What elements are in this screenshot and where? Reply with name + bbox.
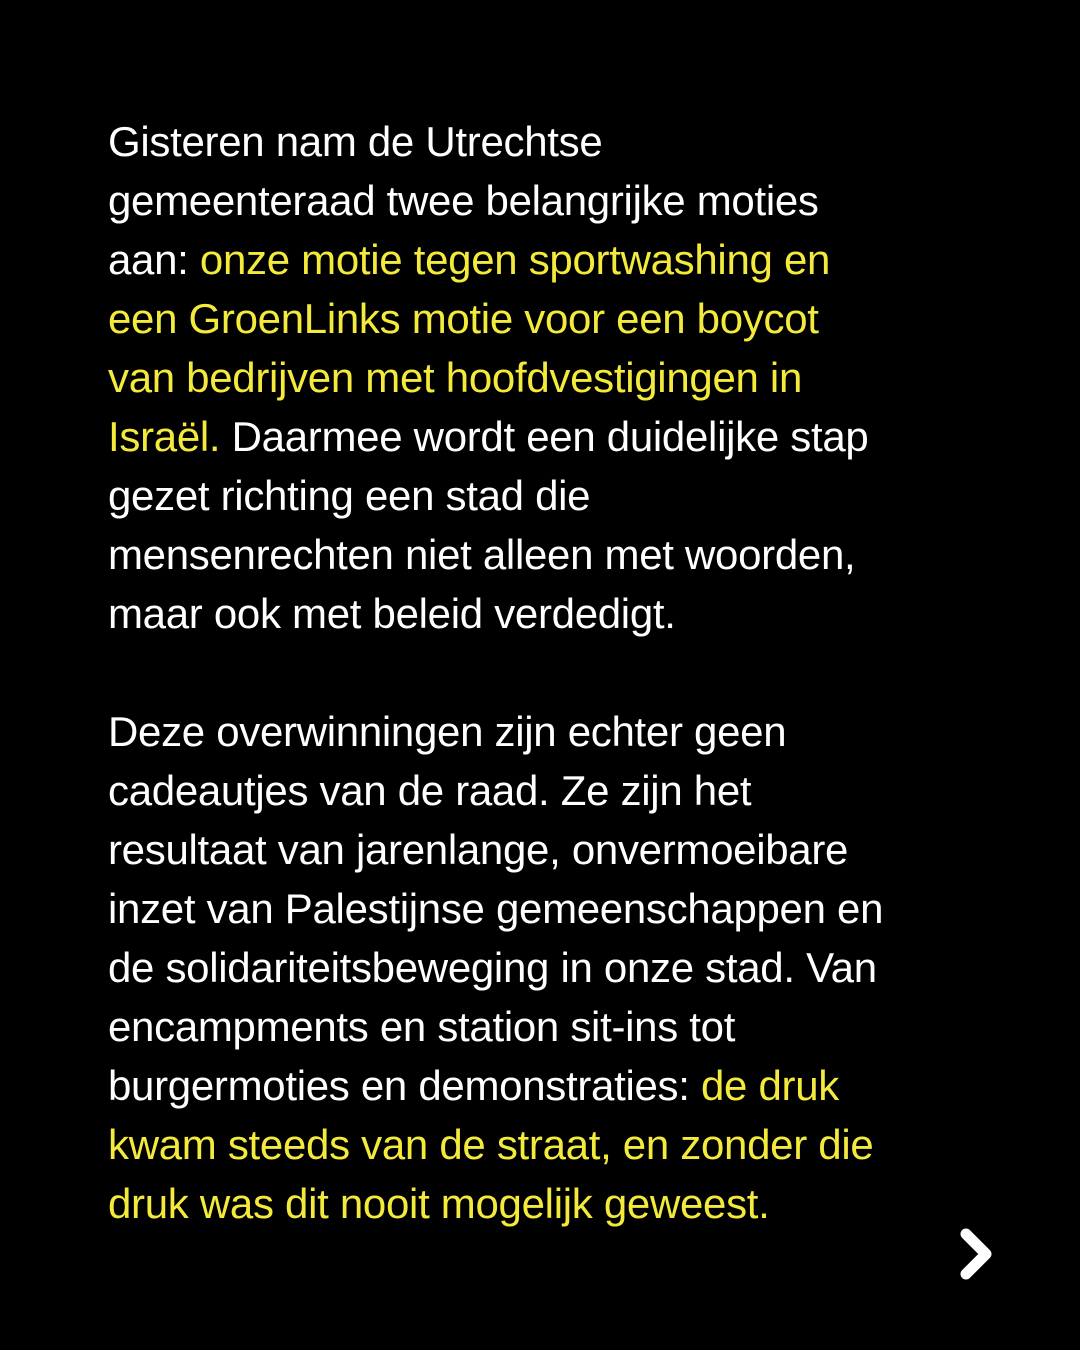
text-line [108, 466, 988, 525]
highlighted-text: kwam steeds van de straat, en zonder die [108, 1121, 874, 1168]
text-line [108, 1174, 988, 1233]
text-line [108, 584, 988, 643]
paragraph-2 [108, 702, 988, 1233]
body-text: encampments en station sit-ins tot [108, 1003, 736, 1050]
body-text: Daarmee wordt een duidelijke stap [220, 413, 869, 460]
body-text: maar ook met beleid verdedigt. [108, 590, 676, 637]
highlighted-text: onze motie tegen sportwashing en [199, 236, 831, 283]
paragraph-1 [108, 112, 988, 643]
text-line [108, 879, 988, 938]
body-text: aan: [108, 236, 200, 283]
text-line [108, 407, 988, 466]
body-text: de solidariteitsbeweging in onze stad. Van [108, 944, 877, 991]
text-line [108, 348, 988, 407]
text-line [108, 289, 988, 348]
highlighted-text: van bedrijven met hoofdvestigingen in [108, 354, 803, 401]
body-text: Deze overwinningen zijn echter geen [108, 708, 787, 755]
text-line [108, 761, 988, 820]
post-text [108, 112, 988, 1233]
highlighted-text: de druk [701, 1062, 839, 1109]
body-text: mensenrechten niet alleen met woorden, [108, 531, 856, 578]
text-line [108, 1115, 988, 1174]
text-line [108, 820, 988, 879]
text-line [108, 525, 988, 584]
body-text: resultaat van jarenlange, onvermoeibare [108, 826, 849, 873]
chevron-right-icon[interactable] [957, 1228, 997, 1280]
body-text: gezet richting een stad die [108, 472, 591, 519]
text-line [108, 112, 988, 171]
highlighted-text: druk was dit nooit mogelijk geweest. [108, 1180, 770, 1227]
text-line [108, 997, 988, 1056]
body-text: cadeautjes van de raad. Ze zijn het [108, 767, 752, 814]
body-text: inzet van Palestijnse gemeenschappen en [108, 885, 884, 932]
text-line [108, 702, 988, 761]
highlighted-text: een GroenLinks motie voor een boycot [108, 295, 819, 342]
body-text: Gisteren nam de Utrechtse [108, 118, 603, 165]
body-text: burgermoties en demonstraties: [108, 1062, 701, 1109]
text-line [108, 938, 988, 997]
highlighted-text: Israël. [108, 413, 221, 460]
text-line [108, 1056, 988, 1115]
text-line [108, 171, 988, 230]
body-text: gemeenteraad twee belangrijke moties [108, 177, 819, 224]
text-line [108, 230, 988, 289]
